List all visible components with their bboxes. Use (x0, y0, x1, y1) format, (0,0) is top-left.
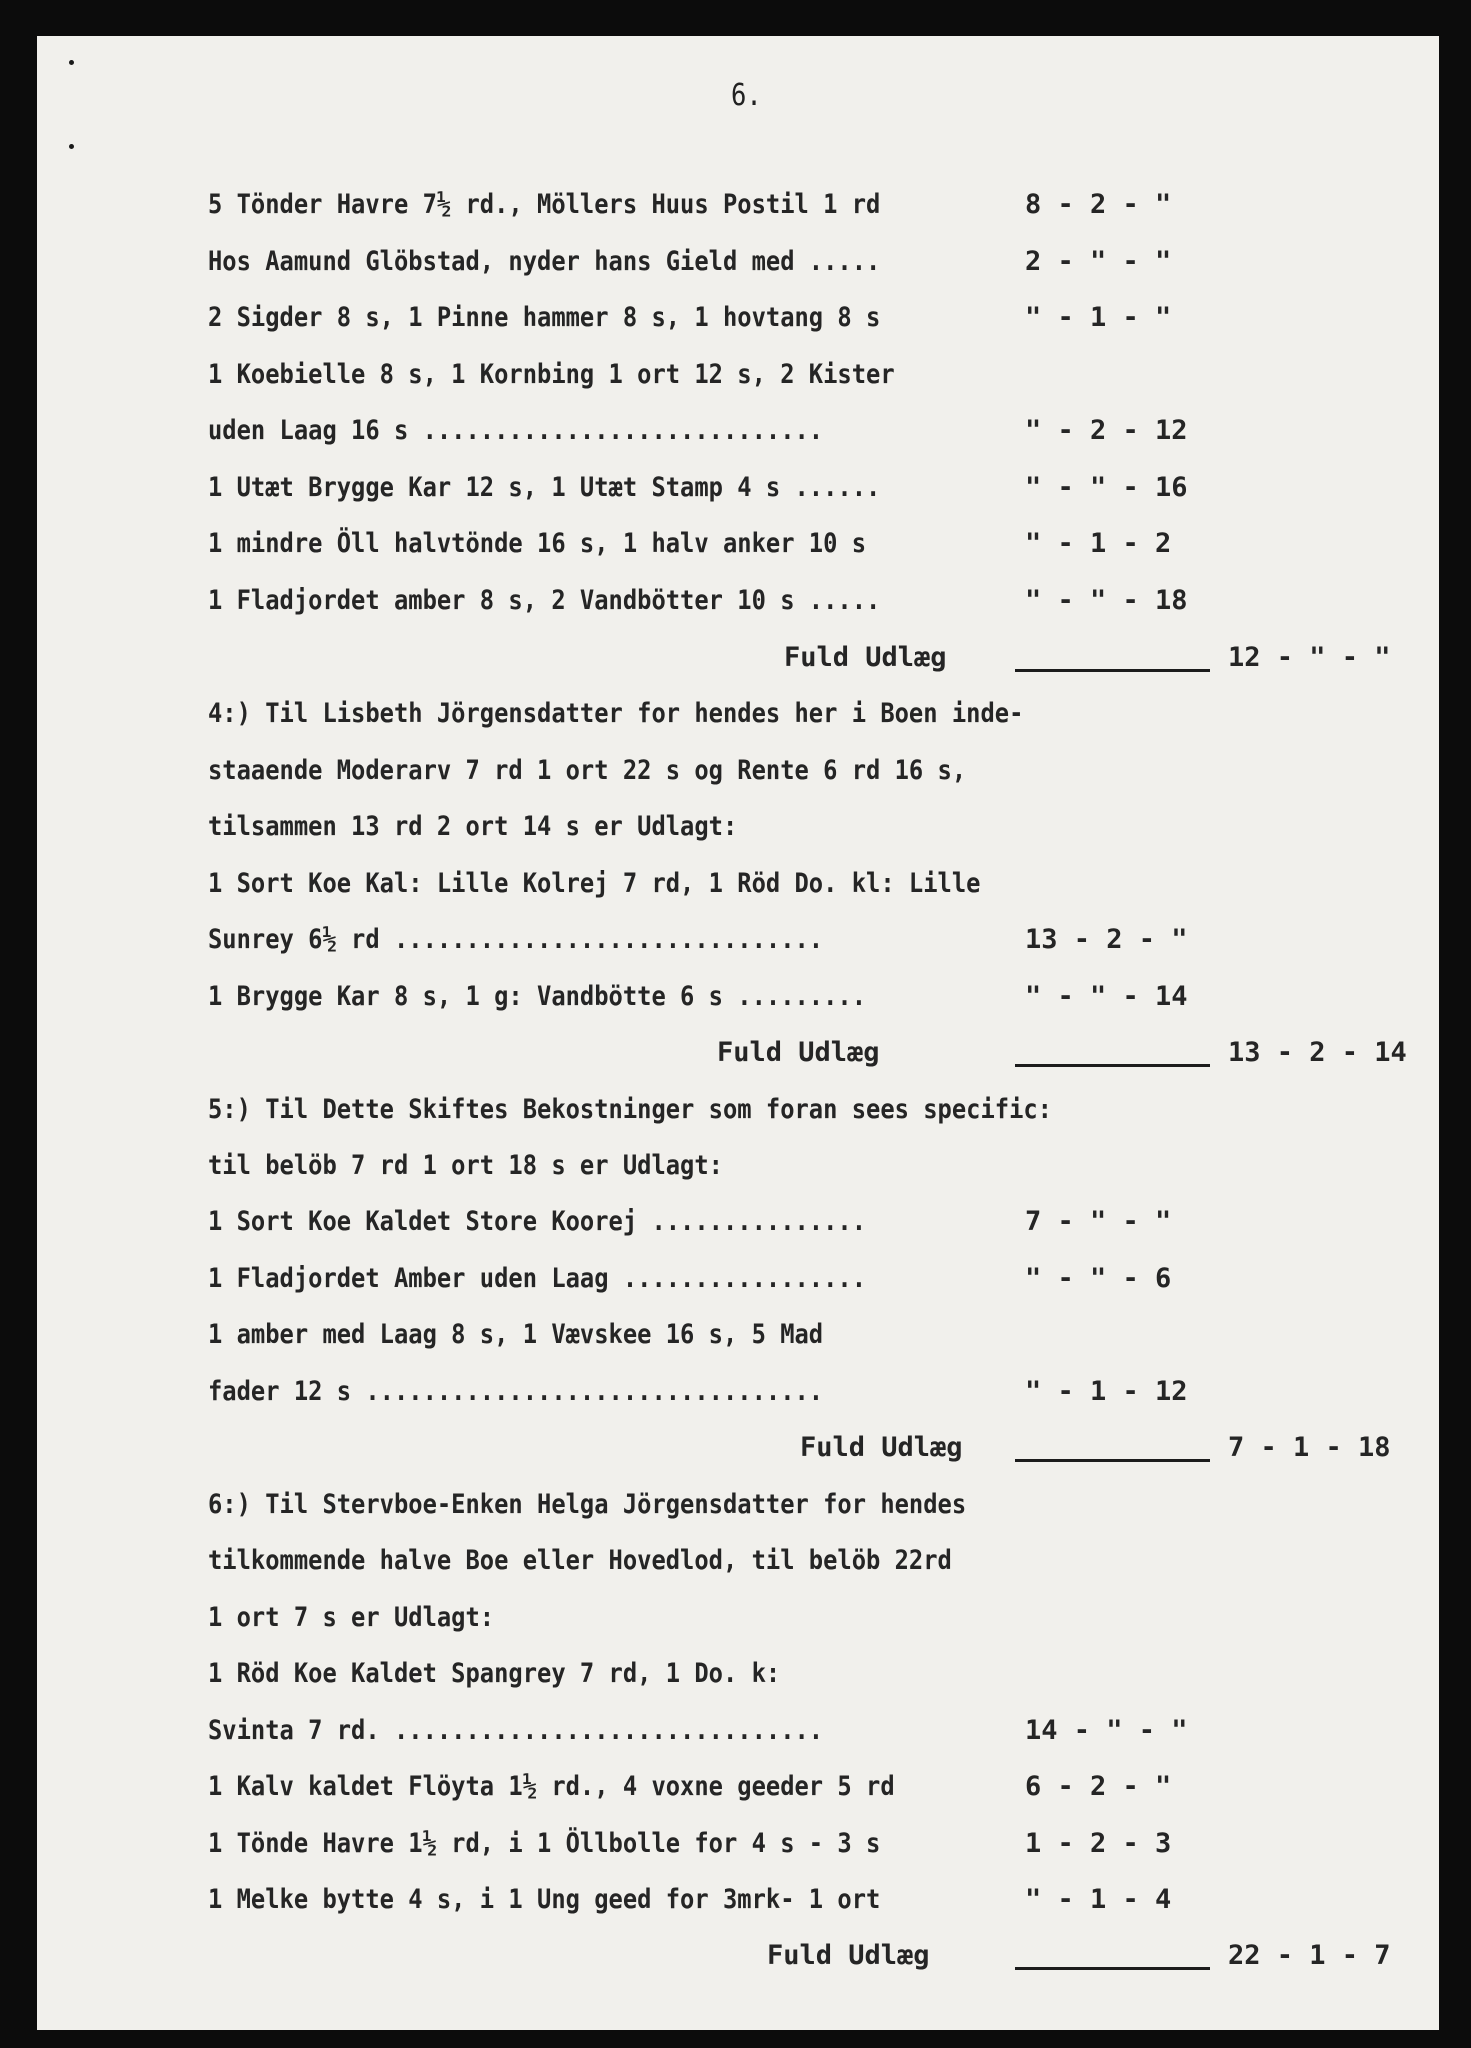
item-amount: " - " - 14 (1025, 981, 1188, 1012)
total-amount: 7 - 1 - 18 (1228, 1432, 1391, 1463)
list-item: 1 Melke bytte 4 s, i 1 Ung geed for 3mrk- 1 ort (208, 1884, 881, 1915)
list-item: 1 Brygge Kar 8 s, 1 g: Vandbötte 6 s ......... (208, 981, 867, 1012)
paragraph-line: staaende Moderarv 7 rd 1 ort 22 s og Rente 6 rd 16 s, (208, 755, 967, 786)
total-label: Fuld Udlæg (717, 1037, 880, 1068)
paragraph-line: tilsammen 13 rd 2 ort 14 s er Udlagt: (208, 811, 738, 842)
list-item: Sunrey 6½ rd .............................. (208, 924, 824, 955)
section-heading: 6:) Til Stervboe-Enken Helga Jörgensdatter for hendes (208, 1489, 967, 1520)
item-amount: 2 - " - " (1025, 246, 1172, 277)
section-heading: 4:) Til Lisbeth Jörgensdatter for hendes her i Boen inde- (208, 698, 1024, 729)
item-amount: " - " - 18 (1025, 585, 1188, 616)
list-item: Hos Aamund Glöbstad, nyder hans Gield med ..... (208, 246, 881, 277)
list-item: 1 Fladjordet amber 8 s, 2 Vandbötter 10 s ..... (208, 585, 881, 616)
paragraph-line: 1 ort 7 s er Udlagt: (208, 1602, 495, 1633)
item-amount: " - 1 - 12 (1025, 1376, 1188, 1407)
list-item: 2 Sigder 8 s, 1 Pinne hammer 8 s, 1 hovtang 8 s (208, 302, 881, 333)
total-amount: 22 - 1 - 7 (1228, 1940, 1391, 1971)
item-amount: 14 - " - " (1025, 1715, 1188, 1746)
item-amount: " - 1 - 2 (1025, 528, 1172, 559)
sum-divider (1015, 1064, 1210, 1067)
list-item: 1 Koebielle 8 s, 1 Kornbing 1 ort 12 s, 2 Kister (208, 359, 895, 390)
item-amount: " - 1 - 4 (1025, 1884, 1172, 1915)
item-amount: 1 - 2 - 3 (1025, 1828, 1172, 1859)
item-amount: 7 - " - " (1025, 1206, 1172, 1237)
total-label: Fuld Udlæg (800, 1432, 963, 1463)
item-amount: 13 - 2 - " (1025, 924, 1188, 955)
item-amount: " - 2 - 12 (1025, 415, 1188, 446)
paragraph-line: til belöb 7 rd 1 ort 18 s er Udlagt: (208, 1150, 723, 1181)
total-label: Fuld Udlæg (767, 1940, 930, 1971)
item-amount: 8 - 2 - " (1025, 189, 1172, 220)
total-amount: 12 - " - " (1228, 642, 1391, 673)
list-item: fader 12 s ................................ (208, 1376, 824, 1407)
sum-divider (1015, 1459, 1210, 1462)
list-item: 1 amber med Laag 8 s, 1 Vævskee 16 s, 5 Mad (208, 1319, 824, 1350)
paragraph-line: tilkommende halve Boe eller Hovedlod, til belöb 22rd (208, 1545, 952, 1576)
margin-dot (69, 60, 74, 65)
sum-divider (1015, 1967, 1210, 1970)
sum-divider (1015, 669, 1210, 672)
total-amount: 13 - 2 - 14 (1228, 1037, 1407, 1068)
total-label: Fuld Udlæg (784, 642, 947, 673)
list-item: 1 Röd Koe Kaldet Spangrey 7 rd, 1 Do. k: (208, 1658, 781, 1689)
list-item: Svinta 7 rd. .............................. (208, 1715, 824, 1746)
item-amount: " - " - 16 (1025, 472, 1188, 503)
list-item: 1 Fladjordet Amber uden Laag ................. (208, 1263, 867, 1294)
item-amount: 6 - 2 - " (1025, 1771, 1172, 1802)
list-item: 1 Utæt Brygge Kar 12 s, 1 Utæt Stamp 4 s ...... (208, 472, 881, 503)
list-item: 1 Sort Koe Kal: Lille Kolrej 7 rd, 1 Röd Do. kl: Lille (208, 868, 981, 899)
list-item: 1 Sort Koe Kaldet Store Koorej ............... (208, 1206, 867, 1237)
section-heading: 5:) Til Dette Skiftes Bekostninger som foran sees specific: (208, 1094, 1052, 1125)
list-item: 1 mindre Öll halvtönde 16 s, 1 halv anker 10 s (208, 528, 867, 559)
item-amount: " - 1 - " (1025, 302, 1172, 333)
list-item: 1 Tönde Havre 1½ rd, i 1 Öllbolle for 4 s - 3 s (208, 1828, 881, 1859)
item-amount: " - " - 6 (1025, 1263, 1172, 1294)
list-item: uden Laag 16 s ............................ (208, 415, 824, 446)
page-number: 6. (731, 78, 762, 113)
list-item: 5 Tönder Havre 7½ rd., Möllers Huus Postil 1 rd (208, 189, 881, 220)
margin-dot (69, 144, 74, 149)
list-item: 1 Kalv kaldet Flöyta 1½ rd., 4 voxne geeder 5 rd (208, 1771, 895, 1802)
